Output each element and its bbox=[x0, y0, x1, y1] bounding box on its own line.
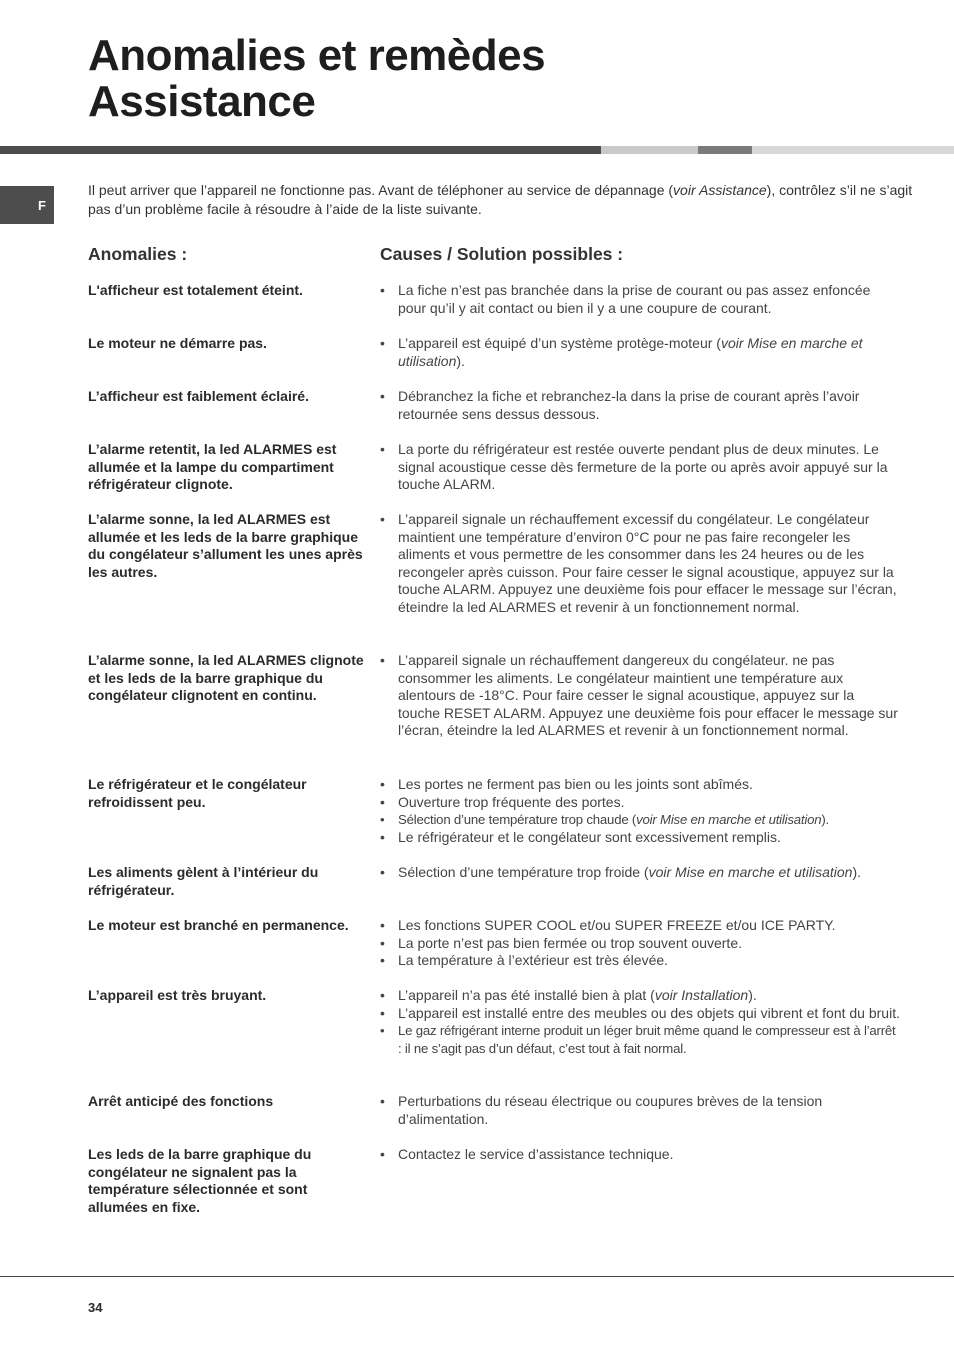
cause-item bbox=[380, 388, 900, 423]
page-number: 34 bbox=[88, 1300, 103, 1315]
causes-list bbox=[380, 652, 900, 740]
cause-text-end: ). bbox=[456, 352, 465, 369]
cause-text: L’appareil signale un réchauffement dangereux du congélateur. ne pas consommer les aliments. Le congélateur maintient une température aux alentours de -18°C. Pour faire cesser le signal acoustique, appuyez sur la touche RESET ALARM. Appuyez une deuxième fois pour effacer le message sur l’écran, éteindre la led ALARMES et revenir à un fonctionnement normal. bbox=[398, 652, 898, 739]
anomaly-label: L’afficheur est faiblement éclairé. bbox=[88, 388, 309, 404]
cause-item bbox=[380, 935, 900, 953]
cause-text: La fiche n’est pas branchée dans la prise de courant ou pas assez enfoncée pour qu’il y ait contact ou bien il y a une coupure de courant. bbox=[398, 282, 871, 316]
cause-item bbox=[380, 811, 900, 829]
cause-text-end: ). bbox=[852, 864, 862, 880]
cause-text: Le réfrigérateur et le congélateur sont excessivement remplis. bbox=[398, 828, 781, 845]
anomaly-label: L’alarme retentit, la led ALARMES est allumée et la lampe du compartiment réfrigérateur clignote. bbox=[88, 441, 337, 493]
cause-item bbox=[380, 776, 900, 794]
page-title-line-1: Anomalies et remèdes bbox=[88, 31, 546, 80]
cause-item bbox=[380, 794, 900, 812]
cause-text-end: ). bbox=[821, 812, 830, 828]
cause-item bbox=[380, 441, 900, 494]
cause-text: Sélection d’une température trop chaude ( bbox=[398, 812, 637, 828]
intro-text-end: ), contrôlez s’il ne s’agit pas d’un problème facile à résoudre à l’aide de la liste suivante. bbox=[88, 182, 913, 217]
cause-text: L’appareil est installé entre des meubles ou des objets qui vibrent et font du bruit. bbox=[398, 1004, 900, 1021]
causes-list bbox=[380, 1093, 900, 1128]
anomalies-heading: Anomalies : bbox=[88, 244, 188, 264]
footer-rule bbox=[0, 1276, 954, 1277]
cause-item bbox=[380, 1093, 900, 1128]
anomaly-label: Arrêt anticipé des fonctions bbox=[88, 1093, 274, 1109]
anomaly-label: Le réfrigérateur et le congélateur refroidissent peu. bbox=[88, 776, 307, 810]
cause-item bbox=[380, 511, 900, 617]
intro-reference: voir Assistance bbox=[673, 182, 767, 198]
anomaly-label: Les aliments gèlent à l’intérieur du réfrigérateur. bbox=[88, 864, 319, 898]
header-bar-pale bbox=[752, 146, 954, 154]
header-bar-mid bbox=[698, 146, 752, 154]
causes-list bbox=[380, 1146, 900, 1164]
cause-item bbox=[380, 987, 900, 1005]
causes-list bbox=[380, 335, 900, 370]
anomaly-label: Les leds de la barre graphique du congélateur ne signalent pas la température sélectionnée et sont allumées en fixe. bbox=[88, 1146, 312, 1215]
cause-item bbox=[380, 282, 900, 317]
page-title bbox=[88, 33, 545, 125]
cause-reference: voir Installation bbox=[654, 987, 749, 1003]
cause-text: Les portes ne ferment pas bien ou les joints sont abîmés. bbox=[398, 776, 753, 792]
causes-list bbox=[380, 282, 900, 317]
cause-text-end: ). bbox=[748, 987, 757, 1003]
cause-reference: voir Mise en marche et utilisation bbox=[648, 864, 853, 880]
anomaly-label: L’alarme sonne, la led ALARMES clignote et les leds de la barre graphique du congélateur clignotent en continu. bbox=[88, 652, 364, 704]
cause-text: L’appareil n’a pas été installé bien à plat ( bbox=[398, 987, 655, 1003]
cause-reference: voir Mise en marche et utilisation bbox=[636, 812, 822, 828]
cause-item bbox=[380, 652, 900, 740]
causes-list bbox=[380, 864, 900, 882]
anomaly-label: L'afficheur est totalement éteint. bbox=[88, 282, 303, 298]
header-bar-dark bbox=[0, 146, 601, 154]
cause-text: Contactez le service d’assistance technique. bbox=[398, 1146, 674, 1162]
header-bar-light bbox=[601, 146, 698, 154]
anomaly-label: L’appareil est très bruyant. bbox=[88, 987, 267, 1003]
language-tab: F bbox=[0, 186, 54, 224]
cause-item bbox=[380, 917, 900, 935]
intro-paragraph bbox=[88, 181, 914, 219]
cause-item bbox=[380, 1146, 900, 1164]
cause-text: L’appareil est équipé d’un système protège-moteur ( bbox=[398, 335, 721, 351]
anomaly-label: L’alarme sonne, la led ALARMES est allumée et les leds de la barre graphique du congélateur s’allument les unes après les autres. bbox=[88, 511, 363, 580]
cause-text: La porte n’est pas bien fermée ou trop souvent ouverte. bbox=[398, 934, 742, 951]
anomaly-label: Le moteur ne démarre pas. bbox=[88, 335, 267, 351]
cause-reference: voir Mise en marche et utilisation bbox=[398, 335, 863, 369]
cause-item bbox=[380, 1005, 900, 1023]
cause-text: La température à l’extérieur est très élevée. bbox=[398, 952, 669, 969]
anomaly-label: Le moteur est branché en permanence. bbox=[88, 917, 349, 933]
cause-text: Sélection d’une température trop froide ( bbox=[398, 864, 649, 880]
cause-item bbox=[380, 952, 900, 970]
causes-list bbox=[380, 917, 900, 970]
cause-text: Perturbations du réseau électrique ou coupures brèves de la tension d’alimentation. bbox=[398, 1093, 823, 1127]
cause-item bbox=[380, 829, 900, 847]
causes-heading: Causes / Solution possibles : bbox=[380, 244, 624, 264]
causes-list bbox=[380, 987, 900, 1057]
causes-list bbox=[380, 388, 900, 423]
cause-item bbox=[380, 864, 900, 882]
cause-item bbox=[380, 335, 900, 370]
cause-text: Le gaz réfrigérant interne produit un léger bruit même quand le compresseur est à l’arrêt : il ne s’agit pas d’un défaut, c’est tout à fait normal. bbox=[398, 1023, 896, 1056]
cause-text: Débranchez la fiche et rebranchez-la dans la prise de courant après l’avoir retournée sens dessus dessous. bbox=[398, 388, 860, 422]
causes-list bbox=[380, 776, 900, 846]
cause-text: Les fonctions SUPER COOL et/ou SUPER FREEZE et/ou ICE PARTY. bbox=[398, 917, 836, 933]
cause-text: Ouverture trop fréquente des portes. bbox=[398, 793, 625, 810]
cause-text: La porte du réfrigérateur est restée ouverte pendant plus de deux minutes. Le signal acoustique cesse dès fermeture de la porte ou après avoir appuyé sur la touche ALARM. bbox=[398, 441, 888, 493]
causes-list bbox=[380, 441, 900, 494]
cause-item bbox=[380, 1022, 900, 1057]
cause-text: L’appareil signale un réchauffement excessif du congélateur. Le congélateur maintient une température d’environ 0°C pour ne pas faire recongeler les aliments et vous permettre de les consommer dans les 24 heures ou de les recongeler après cuisson. Pour faire cesser le signal acoustique, appuyez sur la touche ALARM. Appuyez une deuxième fois pour effacer le message sur l’écran, éteindre la led ALARMES et revenir à un fonctionnement normal. bbox=[398, 511, 897, 615]
causes-list bbox=[380, 511, 900, 617]
page-title-line-2: Assistance bbox=[88, 77, 316, 126]
intro-text-start: Il peut arriver que l’appareil ne fonctionne pas. Avant de téléphoner au service de dépannage ( bbox=[88, 182, 674, 198]
